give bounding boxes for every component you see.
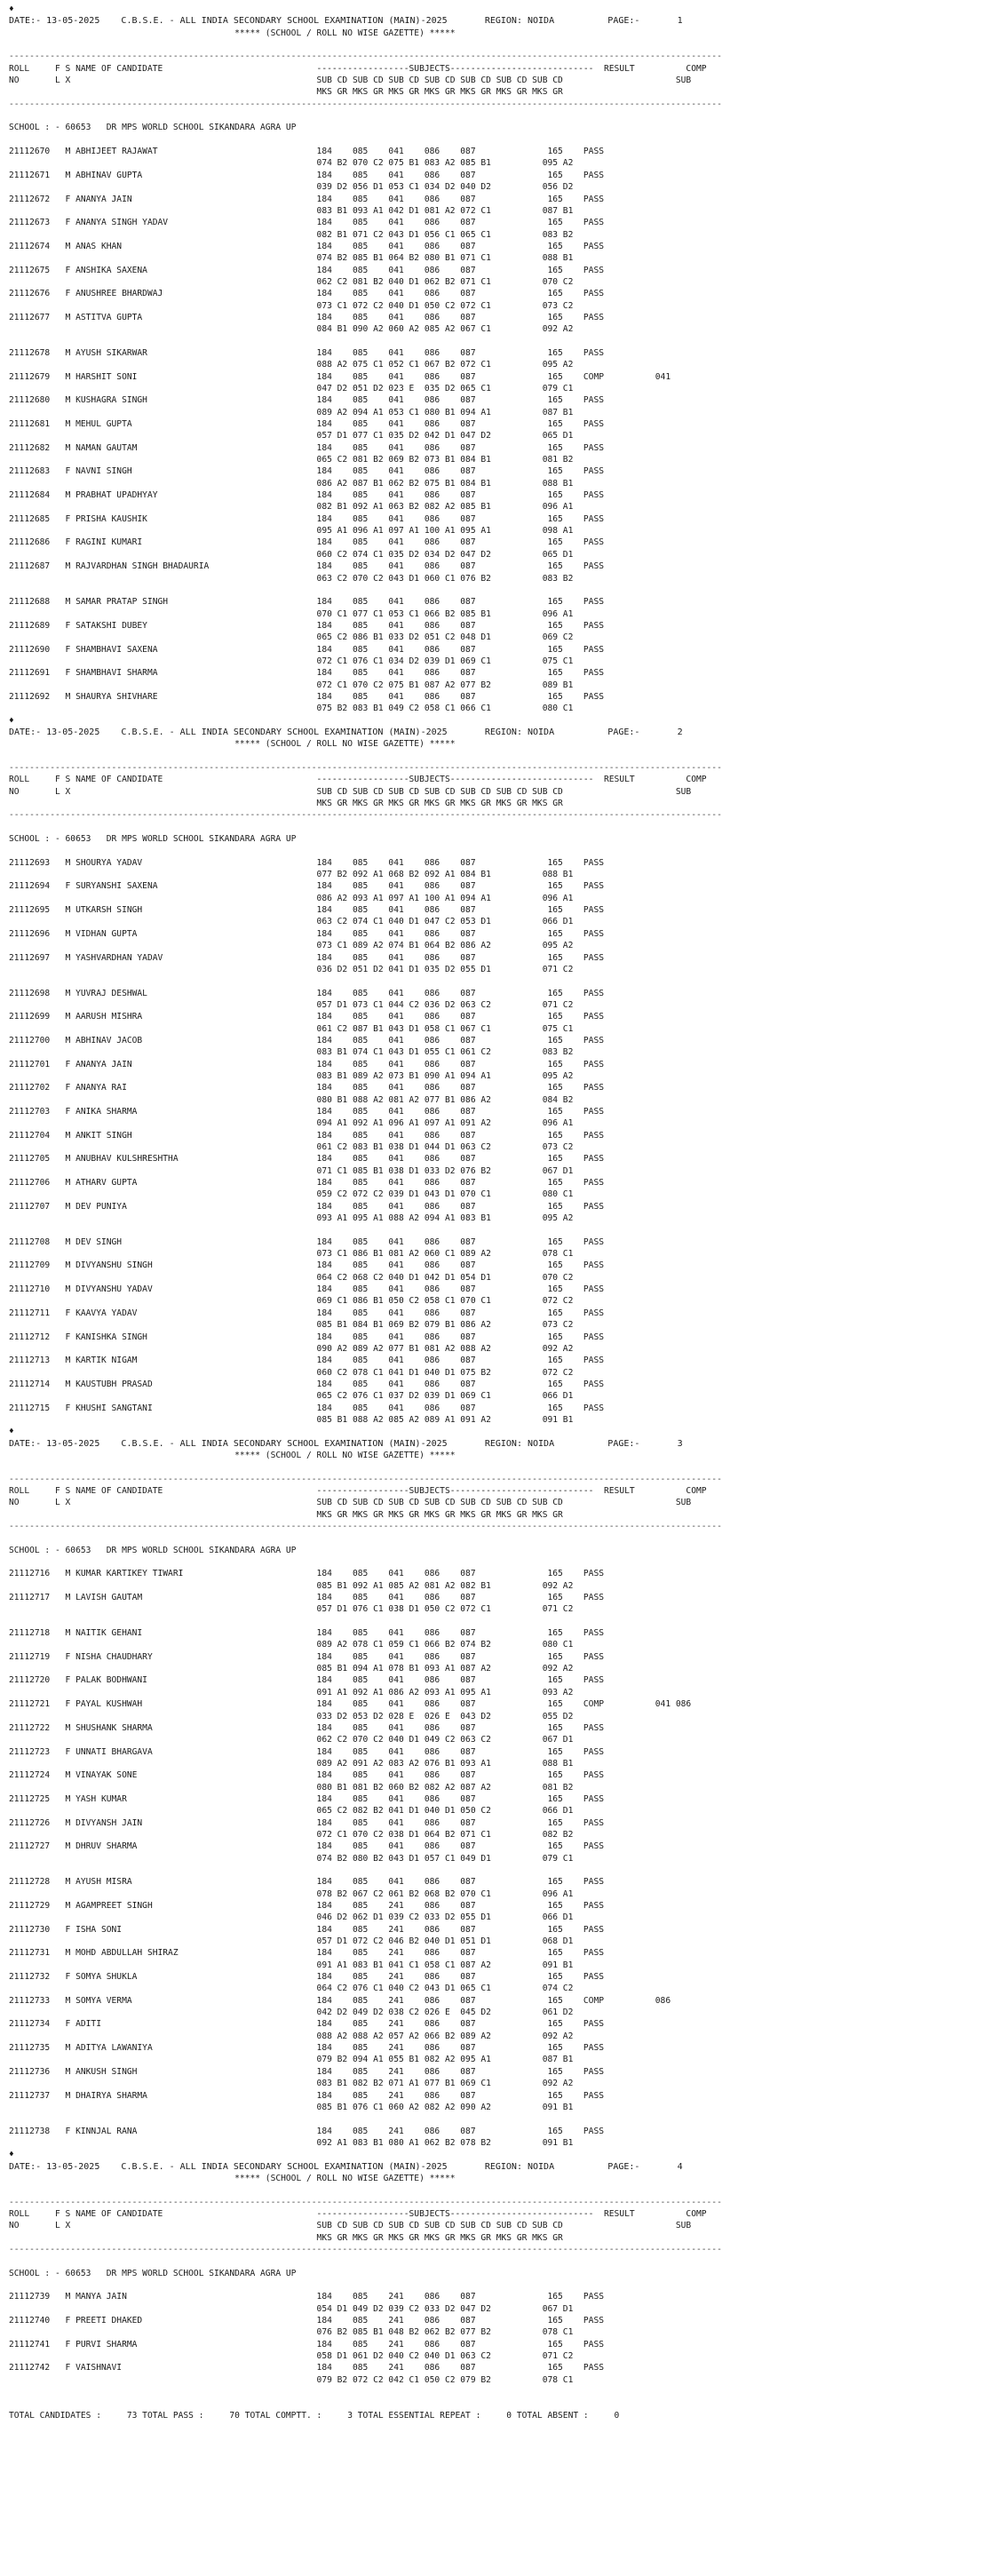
gazette-page xyxy=(9,2149,1004,2421)
candidate-row: 21112710 M DIVYANSHU YADAV 184 085 041 086 087 165 PASS xyxy=(9,1284,605,1295)
column-header-line: ROLL F S NAME OF CANDIDATE ------------------SUBJECTS---------------------------- RESULT COMP xyxy=(9,775,707,785)
marks-row: 063 C2 070 C2 043 D1 060 C1 076 B2 083 B2 xyxy=(9,573,574,584)
gazette-page xyxy=(9,4,1004,715)
candidate-row: 21112742 F VAISHNAVI 184 085 241 086 087 165 PASS xyxy=(9,2363,605,2373)
marks-row: 074 B2 080 B2 043 D1 057 C1 049 D1 079 C1 xyxy=(9,1853,574,1864)
candidate-row: 21112716 M KUMAR KARTIKEY TIWARI 184 085 041 086 087 165 PASS xyxy=(9,1569,605,1579)
candidate-row: 21112685 F PRISHA KAUSHIK 184 085 041 086 087 165 PASS xyxy=(9,513,605,524)
gazette-page xyxy=(9,1426,1004,2149)
candidate-row: 21112722 M SHUSHANK SHARMA 184 085 041 086 087 165 PASS xyxy=(9,1722,605,1733)
marks-row: 073 C1 089 A2 074 B1 064 B2 086 A2 095 A2 xyxy=(9,941,574,951)
marks-row: 042 D2 049 D2 038 C2 026 E 045 D2 061 D2 xyxy=(9,2008,574,2018)
text-line: ***** (SCHOOL / ROLL NO WISE GAZETTE) ***** xyxy=(9,28,456,38)
marks-row: 074 B2 085 B1 064 B2 080 B1 071 C1 088 B1 xyxy=(9,253,574,264)
marks-row: 095 A1 096 A1 097 A1 100 A1 095 A1 098 A1 xyxy=(9,526,574,537)
school-line: SCHOOL : - 60653 DR MPS WORLD SCHOOL SIKANDARA AGRA UP xyxy=(9,834,297,845)
text-line xyxy=(9,1864,1004,1876)
marks-row: 089 A2 094 A1 053 C1 080 B1 094 A1 087 B1 xyxy=(9,407,574,417)
candidate-row: 21112705 M ANUBHAV KULSHRESHTHA 184 085 041 086 087 165 PASS xyxy=(9,1154,605,1165)
text-line xyxy=(9,584,1004,596)
candidate-row: 21112699 M AARUSH MISHRA 184 085 041 086 087 165 PASS xyxy=(9,1012,605,1022)
text-line xyxy=(9,336,1004,347)
candidate-row: 21112689 F SATAKSHI DUBEY 184 085 041 086 087 165 PASS xyxy=(9,620,605,631)
candidate-row: 21112727 M DHRUV SHARMA 184 085 041 086 087 165 PASS xyxy=(9,1841,605,1852)
candidate-row: 21112683 F NAVNI SINGH 184 085 041 086 087 165 PASS xyxy=(9,466,605,477)
candidate-row: 21112686 F RAGINI KUMARI 184 085 041 086 087 165 PASS xyxy=(9,537,605,548)
column-header-line: NO L X SUB CD SUB CD SUB CD SUB CD SUB CD SUB CD SUB CD SUB xyxy=(9,76,692,86)
candidate-row: 21112676 F ANUSHREE BHARDWAJ 184 085 041 086 087 165 PASS xyxy=(9,289,605,299)
candidate-row: 21112695 M UTKARSH SINGH 184 085 041 086 087 165 PASS xyxy=(9,905,605,916)
candidate-row: 21112678 M AYUSH SIKARWAR 184 085 041 086 087 165 PASS xyxy=(9,347,605,358)
candidate-row: 21112711 F KAAVYA YADAV 184 085 041 086 087 165 PASS xyxy=(9,1308,605,1318)
text-line xyxy=(9,134,1004,146)
candidate-row: 21112729 M AGAMPREET SINGH 184 085 241 086 087 165 PASS xyxy=(9,1901,605,1911)
marks-row: 083 B1 074 C1 043 D1 055 C1 061 C2 083 B2 xyxy=(9,1047,574,1058)
candidate-row: 21112684 M PRABHAT UPADHYAY 184 085 041 086 087 165 PASS xyxy=(9,490,605,501)
marks-row: 094 A1 092 A1 096 A1 097 A1 091 A2 096 A1 xyxy=(9,1118,574,1129)
separator-line: ------------------------------------------------------------------------------------------------------------------------------------------- xyxy=(9,1474,722,1484)
separator-line: ------------------------------------------------------------------------------------------------------------------------------------------- xyxy=(9,763,722,773)
marks-row: 057 D1 073 C1 044 C2 036 D2 063 C2 071 C2 xyxy=(9,999,574,1010)
column-header-line: ROLL F S NAME OF CANDIDATE ------------------SUBJECTS---------------------------- RESULT COMP xyxy=(9,2208,707,2219)
marks-row: 057 D1 072 C2 046 B2 040 D1 051 D1 068 D1 xyxy=(9,1936,574,1947)
candidate-row: 21112707 M DEV PUNIYA 184 085 041 086 087 165 PASS xyxy=(9,1201,605,1212)
candidate-row: 21112697 M YASHVARDHAN YADAV 184 085 041 086 087 165 PASS xyxy=(9,952,605,963)
candidate-row: 21112712 F KANISHKA SINGH 184 085 041 086 087 165 PASS xyxy=(9,1332,605,1342)
text-line xyxy=(9,2113,1004,2125)
marks-row: 088 A2 088 A2 057 A2 066 B2 089 A2 092 A2 xyxy=(9,2031,574,2041)
text-line xyxy=(9,845,1004,856)
candidate-row: 21112700 M ABHINAV JACOB 184 085 041 086 087 165 PASS xyxy=(9,1035,605,1046)
candidate-row: 21112709 M DIVYANSHU SINGH 184 085 041 086 087 165 PASS xyxy=(9,1260,605,1271)
text-line: ♦ xyxy=(9,4,14,14)
marks-row: 086 A2 087 B1 062 B2 075 B1 084 B1 088 B1 xyxy=(9,478,574,489)
marks-row: 074 B2 070 C2 075 B1 083 A2 085 B1 095 A2 xyxy=(9,158,574,169)
marks-row: 064 C2 068 C2 040 D1 042 D1 054 D1 070 C2 xyxy=(9,1272,574,1283)
candidate-row: 21112717 M LAVISH GAUTAM 184 085 041 086 087 165 PASS xyxy=(9,1593,605,1603)
candidate-row: 21112672 F ANANYA JAIN 184 085 041 086 087 165 PASS xyxy=(9,194,605,204)
gazette-report xyxy=(9,4,1004,2421)
candidate-row: 21112706 M ATHARV GUPTA 184 085 041 086 087 165 PASS xyxy=(9,1178,605,1189)
marks-row: 061 C2 087 B1 043 D1 058 C1 067 C1 075 C1 xyxy=(9,1023,574,1034)
text-line xyxy=(9,1224,1004,1236)
column-header-line: MKS GR MKS GR MKS GR MKS GR MKS GR MKS GR MKS GR xyxy=(9,1509,563,1520)
marks-row: 060 C2 074 C1 035 D2 034 D2 047 D2 065 D1 xyxy=(9,549,574,560)
text-line: ♦ xyxy=(9,2150,14,2160)
candidate-row: 21112725 M YASH KUMAR 184 085 041 086 087 165 PASS xyxy=(9,1793,605,1804)
text-line: ***** (SCHOOL / ROLL NO WISE GAZETTE) ***** xyxy=(9,2173,456,2183)
candidate-row: 21112682 M NAMAN GAUTAM 184 085 041 086 087 165 PASS xyxy=(9,442,605,453)
marks-row: 078 B2 067 C2 061 B2 068 B2 070 C1 096 A1 xyxy=(9,1888,574,1899)
column-header-line: NO L X SUB CD SUB CD SUB CD SUB CD SUB CD SUB CD SUB CD SUB xyxy=(9,1498,692,1508)
candidate-row: 21112670 M ABHIJEET RAJAWAT 184 085 041 086 087 165 PASS xyxy=(9,147,605,157)
page-header-line: DATE:- 13-05-2025 C.B.S.E. - ALL INDIA SECONDARY SCHOOL EXAMINATION (MAIN)-2025 REGION: NOIDA PAGE:- 3 xyxy=(9,1438,683,1449)
candidate-row: 21112687 M RAJVARDHAN SINGH BHADAURIA 184 085 041 086 087 165 PASS xyxy=(9,561,605,572)
marks-row: 046 D2 062 D1 039 C2 033 D2 055 D1 066 D1 xyxy=(9,1912,574,1923)
separator-line: ------------------------------------------------------------------------------------------------------------------------------------------- xyxy=(9,810,722,821)
candidate-row: 21112737 M DHAIRYA SHARMA 184 085 241 086 087 165 PASS xyxy=(9,2090,605,2101)
marks-row: 085 B1 094 A1 078 B1 093 A1 087 A2 092 A2 xyxy=(9,1664,574,1674)
marks-row: 065 C2 081 B2 069 B2 073 B1 084 B1 081 B2 xyxy=(9,455,574,465)
marks-row: 065 C2 076 C1 037 D2 039 D1 069 C1 066 D1 xyxy=(9,1391,574,1402)
marks-row: 071 C1 085 B1 038 D1 033 D2 076 B2 067 D1 xyxy=(9,1165,574,1176)
column-header-line: ROLL F S NAME OF CANDIDATE ------------------SUBJECTS---------------------------- RESULT COMP xyxy=(9,1485,707,1496)
marks-row: 063 C2 074 C1 040 D1 047 C2 053 D1 066 D1 xyxy=(9,917,574,927)
marks-row: 091 A1 083 B1 041 C1 058 C1 087 A2 091 B1 xyxy=(9,1960,574,1970)
candidate-row: 21112675 F ANSHIKA SAXENA 184 085 041 086 087 165 PASS xyxy=(9,265,605,275)
marks-row: 086 A2 093 A1 097 A1 100 A1 094 A1 096 A1 xyxy=(9,893,574,903)
marks-row: 072 C1 070 C2 075 B1 087 A2 077 B2 089 B1 xyxy=(9,680,574,690)
marks-row: 073 C1 086 B1 081 A2 060 C1 089 A2 078 C1 xyxy=(9,1249,574,1260)
school-line: SCHOOL : - 60653 DR MPS WORLD SCHOOL SIKANDARA AGRA UP xyxy=(9,1545,297,1555)
marks-row: 064 C2 076 C1 040 C2 043 D1 065 C1 074 C2 xyxy=(9,1984,574,1994)
column-header-line: NO L X SUB CD SUB CD SUB CD SUB CD SUB CD SUB CD SUB CD SUB xyxy=(9,786,692,797)
school-line: SCHOOL : - 60653 DR MPS WORLD SCHOOL SIKANDARA AGRA UP xyxy=(9,2268,297,2278)
text-line: ***** (SCHOOL / ROLL NO WISE GAZETTE) ***** xyxy=(9,739,456,750)
separator-line: ------------------------------------------------------------------------------------------------------------------------------------------- xyxy=(9,99,722,109)
candidate-row: 21112740 F PREETI DHAKED 184 085 241 086 087 165 PASS xyxy=(9,2316,605,2326)
candidate-row: 21112734 F ADITI 184 085 241 086 087 165 PASS xyxy=(9,2019,605,2030)
candidate-row: 21112690 F SHAMBHAVI SAXENA 184 085 041 086 087 165 PASS xyxy=(9,644,605,655)
candidate-row: 21112701 F ANANYA JAIN 184 085 041 086 087 165 PASS xyxy=(9,1059,605,1069)
marks-row: 062 C2 081 B2 040 D1 062 B2 071 C1 070 C2 xyxy=(9,276,574,287)
marks-row: 083 B1 082 B2 071 A1 077 B1 069 C1 092 A2 xyxy=(9,2079,574,2089)
marks-row: 079 B2 072 C2 042 C1 050 C2 079 B2 078 C1 xyxy=(9,2374,574,2385)
marks-row: 093 A1 095 A1 088 A2 094 A1 083 B1 095 A2 xyxy=(9,1213,574,1224)
candidate-row: 21112733 M SOMYA VERMA 184 085 241 086 087 165 COMP 086 xyxy=(9,1995,671,2006)
separator-line: ------------------------------------------------------------------------------------------------------------------------------------------- xyxy=(9,1522,722,1531)
text-line xyxy=(9,2255,1004,2267)
marks-row: 076 B2 085 B1 048 B2 062 B2 077 B2 078 C1 xyxy=(9,2327,574,2338)
marks-row: 085 B1 076 C1 060 A2 082 A2 090 A2 091 B1 xyxy=(9,2102,574,2112)
candidate-row: 21112723 F UNNATI BHARGAVA 184 085 041 086 087 165 PASS xyxy=(9,1746,605,1757)
separator-line: ------------------------------------------------------------------------------------------------------------------------------------------- xyxy=(9,52,722,62)
marks-row: 075 B2 083 B1 049 C2 058 C1 066 C1 080 C1 xyxy=(9,704,574,714)
candidate-row: 21112694 F SURYANSHI SAXENA 184 085 041 086 087 165 PASS xyxy=(9,881,605,892)
school-line: SCHOOL : - 60653 DR MPS WORLD SCHOOL SIKANDARA AGRA UP xyxy=(9,123,297,133)
candidate-row: 21112691 F SHAMBHAVI SHARMA 184 085 041 086 087 165 PASS xyxy=(9,668,605,679)
marks-row: 085 B1 088 A2 085 A2 089 A1 091 A2 091 B1 xyxy=(9,1414,574,1425)
text-line xyxy=(9,2397,1004,2409)
marks-row: 065 C2 082 B2 041 D1 040 D1 050 C2 066 D1 xyxy=(9,1806,574,1817)
marks-row: 083 B1 089 A2 073 B1 090 A1 094 A1 095 A2 xyxy=(9,1070,574,1081)
candidate-row: 21112674 M ANAS KHAN 184 085 041 086 087 165 PASS xyxy=(9,241,605,251)
column-header-line: NO L X SUB CD SUB CD SUB CD SUB CD SUB CD SUB CD SUB CD SUB xyxy=(9,2221,692,2231)
marks-row: 070 C1 077 C1 053 C1 066 B2 085 B1 096 A1 xyxy=(9,608,574,619)
gazette-page xyxy=(9,715,1004,1427)
text-line: ♦ xyxy=(9,715,14,726)
candidate-row: 21112688 M SAMAR PRATAP SINGH 184 085 041 086 087 165 PASS xyxy=(9,597,605,608)
candidate-row: 21112715 F KHUSHI SANGTANI 184 085 041 086 087 165 PASS xyxy=(9,1403,605,1413)
candidate-row: 21112677 M ASTITVA GUPTA 184 085 041 086 087 165 PASS xyxy=(9,312,605,322)
text-line xyxy=(9,975,1004,987)
marks-row: 089 A2 091 A2 083 A2 076 B1 093 A1 088 B1 xyxy=(9,1758,574,1769)
candidate-row: 21112698 M YUVRAJ DESHWAL 184 085 041 086 087 165 PASS xyxy=(9,988,605,998)
candidate-row: 21112731 M MOHD ABDULLAH SHIRAZ 184 085 241 086 087 165 PASS xyxy=(9,1948,605,1959)
text-line xyxy=(9,751,1004,762)
marks-row: 059 C2 072 C2 039 D1 043 D1 070 C1 080 C1 xyxy=(9,1189,574,1200)
marks-row: 061 C2 083 B1 038 D1 044 D1 063 C2 073 C2 xyxy=(9,1142,574,1152)
candidate-row: 21112681 M MEHUL GUPTA 184 085 041 086 087 165 PASS xyxy=(9,419,605,430)
candidate-row: 21112721 F PAYAL KUSHWAH 184 085 041 086 087 165 COMP 041 086 xyxy=(9,1699,692,1710)
candidate-row: 21112736 M ANKUSH SINGH 184 085 241 086 087 165 PASS xyxy=(9,2066,605,2077)
column-header-line: MKS GR MKS GR MKS GR MKS GR MKS GR MKS GR MKS GR xyxy=(9,2232,563,2243)
marks-row: 080 B1 081 B2 060 B2 082 A2 087 A2 081 B2 xyxy=(9,1782,574,1793)
marks-row: 079 B2 094 A1 055 B1 082 A2 095 A1 087 B1 xyxy=(9,2055,574,2065)
marks-row: 060 C2 078 C1 041 D1 040 D1 075 B2 072 C2 xyxy=(9,1367,574,1378)
separator-line: ------------------------------------------------------------------------------------------------------------------------------------------- xyxy=(9,2197,722,2207)
text-line: ***** (SCHOOL / ROLL NO WISE GAZETTE) ***** xyxy=(9,1450,456,1460)
candidate-row: 21112680 M KUSHAGRA SINGH 184 085 041 086 087 165 PASS xyxy=(9,395,605,406)
marks-row: 054 D1 049 D2 039 C2 033 D2 047 D2 067 D1 xyxy=(9,2303,574,2314)
marks-row: 077 B2 092 A1 068 B2 092 A1 084 B1 088 B1 xyxy=(9,870,574,880)
column-header-line: ROLL F S NAME OF CANDIDATE ------------------SUBJECTS---------------------------- RESULT COMP xyxy=(9,63,707,74)
candidate-row: 21112693 M SHOURYA YADAV 184 085 041 086 087 165 PASS xyxy=(9,857,605,868)
candidate-row: 21112719 F NISHA CHAUDHARY 184 085 041 086 087 165 PASS xyxy=(9,1651,605,1662)
candidate-row: 21112739 M MANYA JAIN 184 085 241 086 087 165 PASS xyxy=(9,2292,605,2302)
marks-row: 091 A1 092 A1 086 A2 093 A1 095 A1 093 A2 xyxy=(9,1687,574,1697)
marks-row: 039 D2 056 D1 053 C1 034 D2 040 D2 056 D2 xyxy=(9,182,574,193)
candidate-row: 21112728 M AYUSH MISRA 184 085 041 086 087 165 PASS xyxy=(9,1877,605,1888)
marks-row: 085 B1 084 B1 069 B2 079 B1 086 A2 073 C2 xyxy=(9,1320,574,1331)
text-line xyxy=(9,110,1004,122)
marks-row: 057 D1 076 C1 038 D1 050 C2 072 C1 071 C2 xyxy=(9,1604,574,1615)
candidate-row: 21112720 F PALAK BODHWANI 184 085 041 086 087 165 PASS xyxy=(9,1675,605,1686)
marks-row: 089 A2 078 C1 059 C1 066 B2 074 B2 080 C1 xyxy=(9,1640,574,1650)
page-header-line: DATE:- 13-05-2025 C.B.S.E. - ALL INDIA SECONDARY SCHOOL EXAMINATION (MAIN)-2025 REGION: NOIDA PAGE:- 1 xyxy=(9,16,683,27)
page-header-line: DATE:- 13-05-2025 C.B.S.E. - ALL INDIA SECONDARY SCHOOL EXAMINATION (MAIN)-2025 REGION: NOIDA PAGE:- 2 xyxy=(9,727,683,737)
separator-line: ------------------------------------------------------------------------------------------------------------------------------------------- xyxy=(9,2244,722,2254)
marks-row: 082 B1 071 C2 043 D1 056 C1 065 C1 083 B2 xyxy=(9,229,574,240)
candidate-row: 21112714 M KAUSTUBH PRASAD 184 085 041 086 087 165 PASS xyxy=(9,1379,605,1389)
candidate-row: 21112726 M DIVYANSH JAIN 184 085 041 086 087 165 PASS xyxy=(9,1817,605,1828)
text-line xyxy=(9,2386,1004,2397)
marks-row: 065 C2 086 B1 033 D2 051 C2 048 D1 069 C2 xyxy=(9,632,574,643)
candidate-row: 21112732 F SOMYA SHUKLA 184 085 241 086 087 165 PASS xyxy=(9,1972,605,1983)
text-line xyxy=(9,1461,1004,1473)
marks-row: 036 D2 051 D2 041 D1 035 D2 055 D1 071 C2 xyxy=(9,964,574,974)
marks-row: 062 C2 070 C2 040 D1 049 C2 063 C2 067 D1 xyxy=(9,1735,574,1745)
candidate-row: 21112673 F ANANYA SINGH YADAV 184 085 041 086 087 165 PASS xyxy=(9,218,605,228)
text-line xyxy=(9,1616,1004,1627)
candidate-row: 21112724 M VINAYAK SONE 184 085 041 086 087 165 PASS xyxy=(9,1770,605,1781)
marks-row: 033 D2 053 D2 028 E 026 E 043 D2 055 D2 xyxy=(9,1711,574,1721)
marks-row: 057 D1 077 C1 035 D2 042 D1 047 D2 065 D1 xyxy=(9,431,574,441)
candidate-row: 21112702 F ANANYA RAI 184 085 041 086 087 165 PASS xyxy=(9,1083,605,1093)
text-line xyxy=(9,1556,1004,1568)
totals-line: TOTAL CANDIDATES : 73 TOTAL PASS : 70 TOTAL COMPTT. : 3 TOTAL ESSENTIAL REPEAT : 0 TOTAL ABSENT : 0 xyxy=(9,2410,620,2421)
candidate-row: 21112730 F ISHA SONI 184 085 241 086 087 165 PASS xyxy=(9,1924,605,1935)
marks-row: 073 C1 072 C2 040 D1 050 C2 072 C1 073 C2 xyxy=(9,300,574,311)
candidate-row: 21112713 M KARTIK NIGAM 184 085 041 086 087 165 PASS xyxy=(9,1356,605,1366)
marks-row: 082 B1 092 A1 063 B2 082 A2 085 B1 096 A1 xyxy=(9,502,574,513)
column-header-line: MKS GR MKS GR MKS GR MKS GR MKS GR MKS GR MKS GR xyxy=(9,87,563,98)
candidate-row: 21112738 F KINNJAL RANA 184 085 241 086 087 165 PASS xyxy=(9,2126,605,2136)
marks-row: 072 C1 076 C1 034 D2 039 D1 069 C1 075 C1 xyxy=(9,656,574,666)
marks-row: 084 B1 090 A2 060 A2 085 A2 067 C1 092 A2 xyxy=(9,324,574,335)
marks-row: 092 A1 083 B1 080 A1 062 B2 078 B2 091 B1 xyxy=(9,2137,574,2148)
candidate-row: 21112703 F ANIKA SHARMA 184 085 041 086 087 165 PASS xyxy=(9,1106,605,1117)
page-header-line: DATE:- 13-05-2025 C.B.S.E. - ALL INDIA SECONDARY SCHOOL EXAMINATION (MAIN)-2025 REGION: NOIDA PAGE:- 4 xyxy=(9,2161,683,2172)
text-line xyxy=(9,822,1004,833)
marks-row: 090 A2 089 A2 077 B1 081 A2 088 A2 092 A2 xyxy=(9,1343,574,1354)
candidate-row: 21112679 M HARSHIT SONI 184 085 041 086 087 165 COMP 041 xyxy=(9,371,671,382)
candidate-row: 21112708 M DEV SINGH 184 085 041 086 087 165 PASS xyxy=(9,1236,605,1247)
text-line xyxy=(9,39,1004,51)
candidate-row: 21112741 F PURVI SHARMA 184 085 241 086 087 165 PASS xyxy=(9,2339,605,2349)
marks-row: 085 B1 092 A1 085 A2 081 A2 082 B1 092 A2 xyxy=(9,1580,574,1591)
marks-row: 072 C1 070 C2 038 D1 064 B2 071 C1 082 B2 xyxy=(9,1829,574,1840)
candidate-row: 21112704 M ANKIT SINGH 184 085 041 086 087 165 PASS xyxy=(9,1130,605,1141)
text-line: ♦ xyxy=(9,1427,14,1437)
text-line xyxy=(9,2279,1004,2291)
text-line xyxy=(9,2184,1004,2196)
candidate-row: 21112696 M VIDHAN GUPTA 184 085 041 086 087 165 PASS xyxy=(9,928,605,939)
column-header-line: MKS GR MKS GR MKS GR MKS GR MKS GR MKS GR MKS GR xyxy=(9,799,563,809)
candidate-row: 21112692 M SHAURYA SHIVHARE 184 085 041 086 087 165 PASS xyxy=(9,691,605,702)
marks-row: 083 B1 093 A1 042 D1 081 A2 072 C1 087 B1 xyxy=(9,205,574,216)
text-line xyxy=(9,1532,1004,1544)
candidate-row: 21112718 M NAITIK GEHANI 184 085 041 086 087 165 PASS xyxy=(9,1628,605,1639)
marks-row: 088 A2 075 C1 052 C1 067 B2 072 C1 095 A2 xyxy=(9,360,574,370)
marks-row: 058 D1 061 D2 040 C2 040 D1 063 C2 071 C2 xyxy=(9,2351,574,2362)
marks-row: 069 C1 086 B1 050 C2 058 C1 070 C1 072 C2 xyxy=(9,1296,574,1307)
candidate-row: 21112671 M ABHINAV GUPTA 184 085 041 086 087 165 PASS xyxy=(9,170,605,180)
marks-row: 047 D2 051 D2 023 E 035 D2 065 C1 079 C1 xyxy=(9,384,574,394)
candidate-row: 21112735 M ADITYA LAWANIYA 184 085 241 086 087 165 PASS xyxy=(9,2043,605,2054)
marks-row: 080 B1 088 A2 081 A2 077 B1 086 A2 084 B2 xyxy=(9,1094,574,1105)
